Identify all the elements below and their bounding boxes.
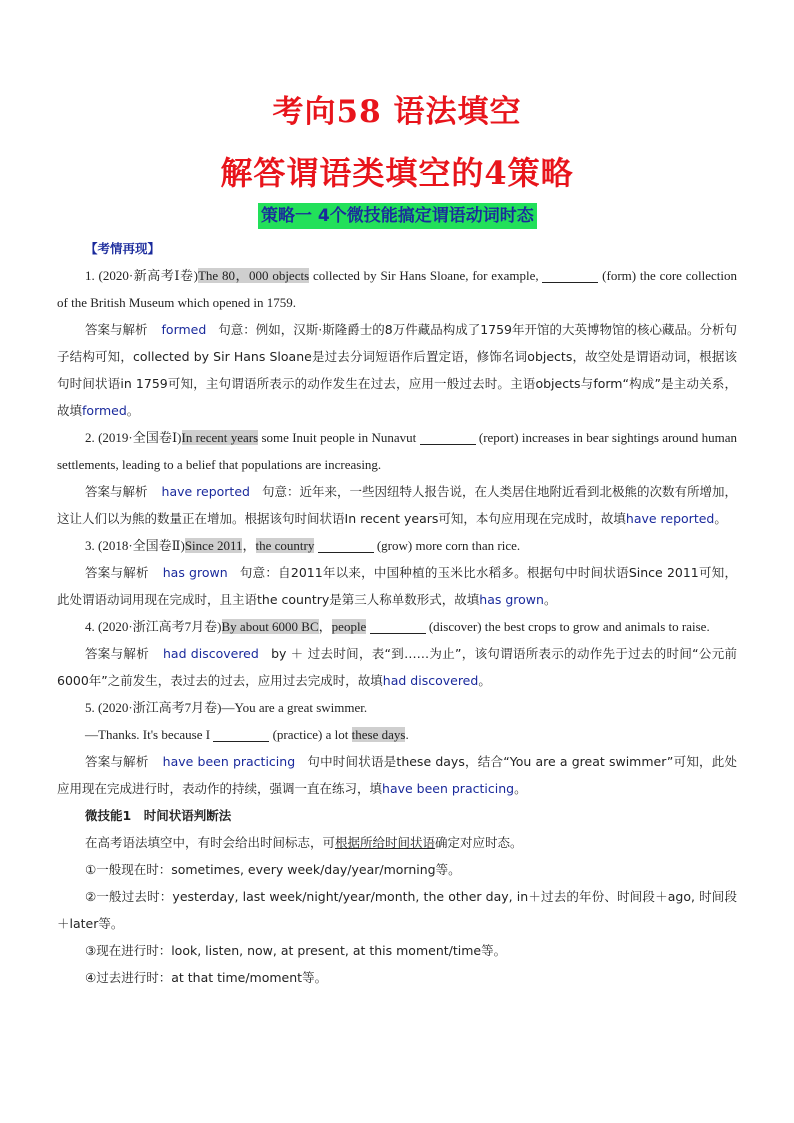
- q3-source: 3. (2018·全国卷Ⅱ): [85, 538, 185, 553]
- q1-source: 1. (2020·新高考Ⅰ卷): [85, 268, 198, 283]
- q4-highlight-2: people: [331, 619, 367, 634]
- q5-text-mid: (practice) a lot: [269, 727, 352, 742]
- q2-highlight: In recent years: [181, 430, 259, 445]
- q2-blank: [420, 429, 476, 445]
- q4-sep: ，: [318, 619, 332, 634]
- skill-item: ①一般现在时：sometimes, every week/day/year/morning等。: [85, 862, 461, 877]
- explanation-end: 。: [543, 592, 557, 607]
- explanation-answer: have reported: [625, 511, 715, 526]
- explanation: by ＋ 过去时间，表“到……为止”，该句谓语所表示的动作先于过去的时间“公元前6000年”之前发生，表过去的过去，应用过去完成时，故填: [57, 646, 737, 688]
- answer-label: 答案与解析: [85, 322, 148, 337]
- explanation-end: 。: [126, 403, 140, 418]
- strategy-heading: 策略一 4个微技能搞定谓语动词时态: [258, 203, 537, 229]
- question-5: 5. (2020·浙江高考7月卷)—You are a great swimmer.: [85, 700, 368, 715]
- q5-highlight: these days: [351, 727, 406, 742]
- q5-text: —Thanks. It's because I: [85, 727, 214, 742]
- skill-intro: [57, 829, 737, 856]
- q3-highlight-2: the country: [255, 538, 315, 553]
- q4-blank: [370, 618, 426, 634]
- answer-value: have been practicing: [162, 754, 296, 769]
- answer-label: 答案与解析: [85, 565, 149, 580]
- question-3: [57, 532, 737, 559]
- q1-text: collected by Sir Hans Sloane, for example,: [309, 268, 543, 283]
- skill-item: ③现在进行时：look, listen, now, at present, at this moment/time等。: [85, 943, 507, 958]
- answer-1: [57, 316, 737, 424]
- explanation-answer: have been practicing: [382, 781, 515, 796]
- sub-title: 解答谓语类填空的4策略: [220, 154, 574, 192]
- question-4: [57, 613, 737, 640]
- q1-blank: [542, 267, 598, 283]
- answer-label: 答案与解析: [85, 646, 149, 661]
- answer-4: [57, 640, 737, 694]
- content-body: [57, 235, 737, 991]
- q3-text-end: (grow) more corn than rice.: [373, 538, 521, 553]
- answer-5: [57, 748, 737, 802]
- explanation-end: 。: [478, 673, 491, 688]
- section-heading: 【考情再现】: [85, 241, 161, 256]
- explanation-end: 。: [514, 781, 527, 796]
- explanation: 句意：自2011年以来，中国种植的玉米比水稻多。根据句中时间状语Since 2011可知，此处谓语动词用现在完成时，且主语the country是第三人称单数形式，故填: [57, 565, 737, 607]
- skill-heading: 微技能1 时间状语判断法: [85, 808, 232, 823]
- question-1: [57, 262, 737, 316]
- skill-intro-end: 确定对应时态。: [435, 835, 523, 850]
- q2-text-end: (report) increases in bear sightings around human settlements, leading to a belief that populations are increasing.: [57, 430, 737, 472]
- q1-text-end: (form) the core collection of the British Museum which opened in 1759.: [57, 268, 738, 310]
- q3-highlight-1: Since 2011: [184, 538, 243, 553]
- answer-value: has grown: [162, 565, 228, 580]
- question-2: [57, 424, 737, 478]
- q5-blank: [213, 726, 269, 742]
- explanation: 句意：例如，汉斯·斯隆爵士的8万件藏品构成了1759年开馆的大英博物馆的核心藏品。分析句子结构可知，collected by Sir Hans Sloane是过去分词短语作后置定语，修饰名词objects，故空处是谓语动词，根据该句时间状语in 1759可知，主句谓语所表示的动作发生在过去，应用一般过去时。主语objects与form“构成”是主动关系，故填: [57, 322, 738, 418]
- explanation-end: 。: [714, 511, 727, 526]
- skill-item: ②一般过去时：yesterday, last week/night/year/month, the other day, in＋过去的年份、时间段＋ago, 时间段＋later等。: [57, 889, 737, 931]
- q5-text-end: .: [405, 727, 409, 742]
- main-title: 考向58 语法填空: [272, 94, 522, 130]
- q1-highlight: The 80，000 objects: [197, 268, 310, 283]
- explanation-answer: had discovered: [382, 673, 479, 688]
- q3-blank: [318, 537, 374, 553]
- answer-2: [57, 478, 737, 532]
- question-5-reply: [57, 721, 737, 748]
- answer-value: have reported: [161, 484, 250, 499]
- q4-highlight-1: By about 6000 BC: [221, 619, 319, 634]
- q4-source: 4. (2020·浙江高考7月卷): [85, 619, 222, 634]
- q3-sep: ，: [242, 538, 256, 553]
- skill-item: ④过去进行时：at that time/moment等。: [85, 970, 328, 985]
- explanation: 句意：近年来，一些因纽特人报告说，在人类居住地附近看到北极熊的次数有所增加，这让人们以为熊的数量正在增加。根据该句时间状语In recent years可知，本句应用现在完成时，故填: [57, 484, 737, 526]
- answer-value: had discovered: [163, 646, 259, 661]
- explanation-answer: has grown: [479, 592, 544, 607]
- skill-intro-underline: 根据所给时间状语: [335, 835, 436, 850]
- answer-label: 答案与解析: [85, 754, 149, 769]
- q4-text-end: (discover) the best crops to grow and animals to raise.: [425, 619, 710, 634]
- q2-text: some Inuit people in Nunavut: [258, 430, 420, 445]
- explanation: 句中时间状语是these days，结合“You are a great swimmer”可知，此处应用现在完成进行时，表动作的持续，强调一直在练习，填: [57, 754, 737, 796]
- explanation-answer: formed: [82, 403, 127, 418]
- answer-value: formed: [161, 322, 207, 337]
- answer-3: [57, 559, 737, 613]
- skill-intro-text: 在高考语法填空中，有时会给出时间标志，可: [85, 835, 336, 850]
- answer-label: 答案与解析: [85, 484, 148, 499]
- q2-source: 2. (2019·全国卷Ⅰ): [85, 430, 182, 445]
